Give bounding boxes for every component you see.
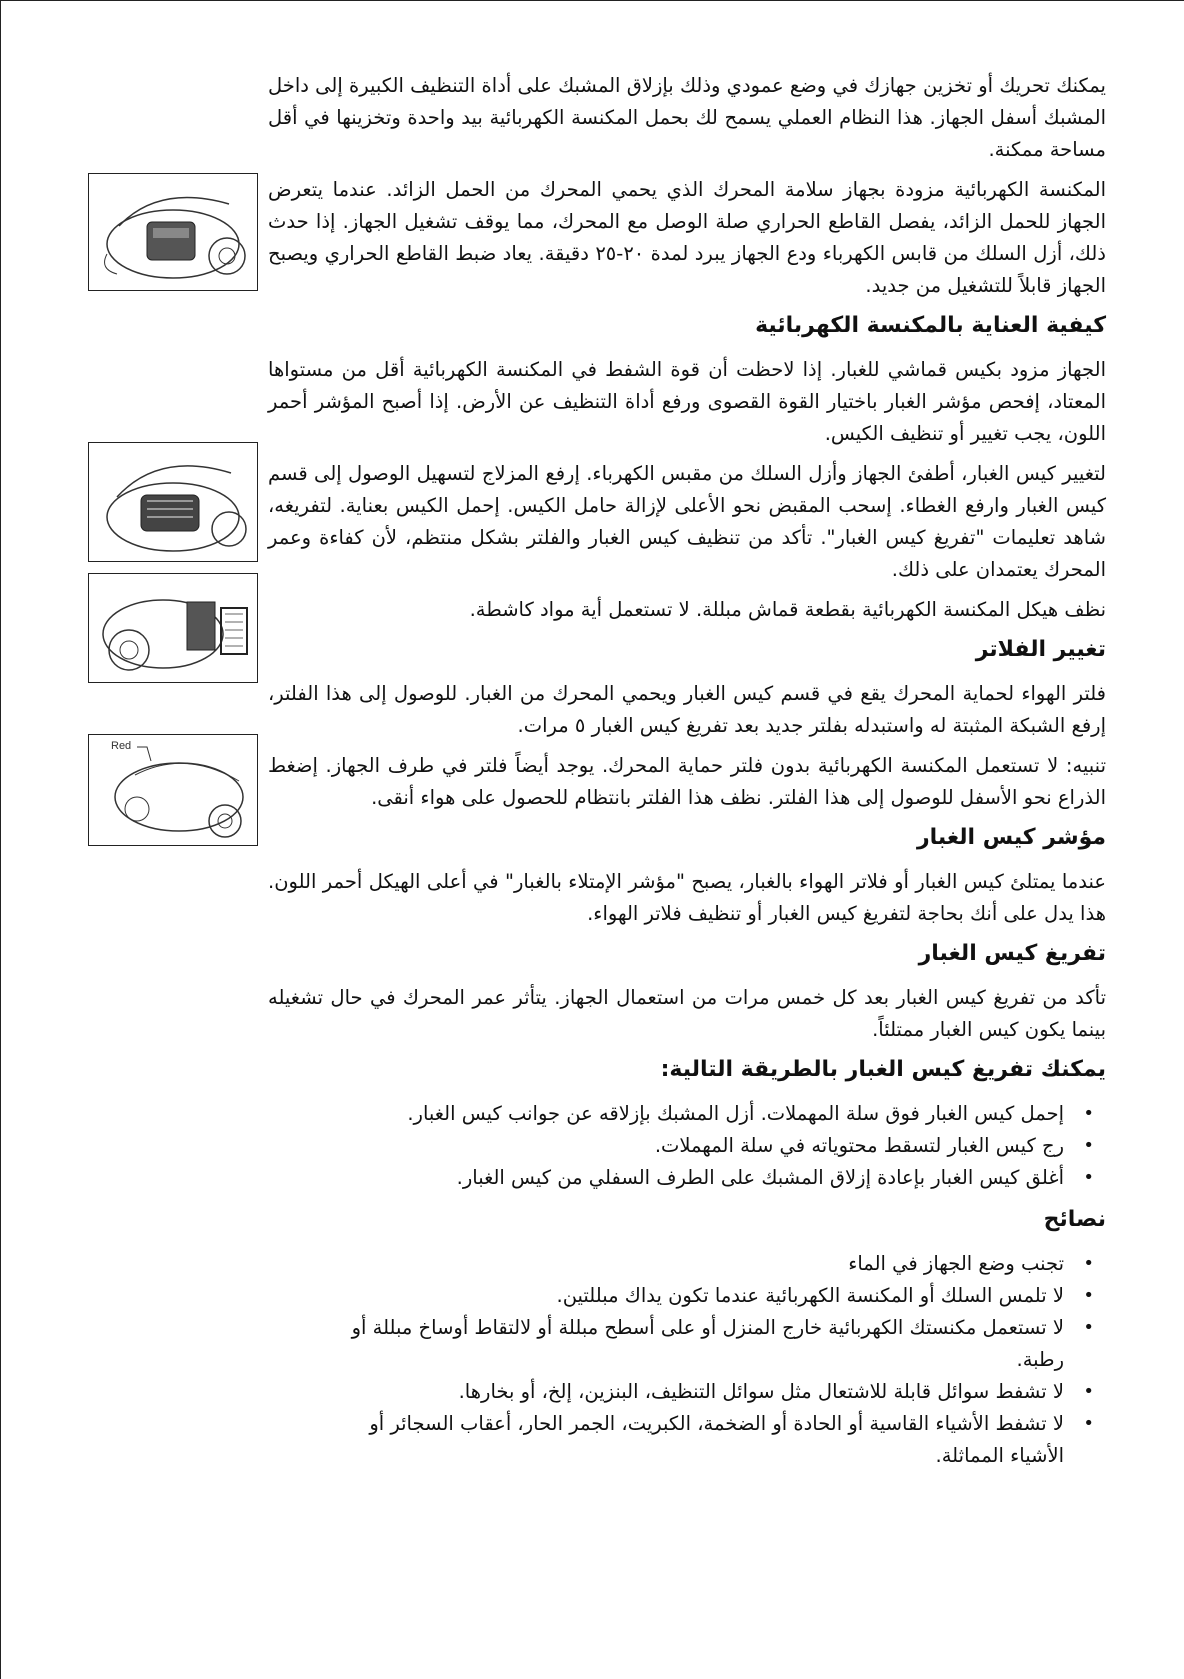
heading-care: كيفية العناية بالمكنسة الكهربائية bbox=[755, 313, 1106, 338]
list-item: • لا تشفط سوائل قابلة للاشتعال مثل سوائل التنظيف، البنزين، إلخ، أو بخارها. bbox=[343, 1376, 1064, 1408]
list-item: • رج كيس الغبار لتسقط محتوياته في سلة المهملات. bbox=[268, 1130, 1064, 1162]
tips-list bbox=[343, 1248, 1106, 1472]
page-border-left bbox=[0, 0, 1, 1679]
care-paragraph-3: نظف هيكل المكنسة الكهربائية بقطعة قماش مبللة. لا تستعمل أية مواد كاشطة. bbox=[469, 598, 1106, 621]
heading-empty-method: يمكنك تفريغ كيس الغبار بالطريقة التالية: bbox=[660, 1057, 1106, 1082]
heading-dust-indicator: مؤشر كيس الغبار bbox=[916, 825, 1106, 850]
list-item: • تجنب وضع الجهاز في الماء bbox=[343, 1248, 1064, 1280]
empty-bag-paragraph: تأكد من تفريغ كيس الغبار بعد كل خمس مرات من استعمال الجهاز. يتأثر عمر المحرك في حال تشغيله بينما يكون كيس الغبار ممتلئاً. bbox=[268, 986, 1106, 1041]
heading-empty-bag: تفريغ كيس الغبار bbox=[918, 941, 1106, 966]
list-item: • لا تستعمل مكنستك الكهربائية خارج المنزل أو على أسطح مبللة أو لالتقاط أوساخ مبللة أو رطبة. bbox=[343, 1312, 1064, 1376]
vacuum-side-icon bbox=[89, 735, 257, 845]
vacuum-open-lid-icon bbox=[89, 174, 257, 290]
indicator-paragraph: عندما يمتلئ كيس الغبار أو فلاتر الهواء بالغبار، يصبح "مؤشر الإمتلاء بالغبار" في أعلى الهيكل أحمر اللون. هذا يدل على أنك بحاجة لتفريغ كيس الغبار أو تنظيف فلاتر الهواء. bbox=[268, 870, 1106, 925]
filters-paragraph-1: فلتر الهواء لحماية المحرك يقع في قسم كيس الغبار ويحمي المحرك من الغبار. للوصول إلى هذا الفلتر، إرفع الشبكة المثبتة له واستبدله بفلتر جديد بعد تفريغ كيس الغبار ٥ مرات. bbox=[268, 682, 1106, 737]
filters-paragraph-2: تنبيه: لا تستعمل المكنسة الكهربائية بدون فلتر حماية المحرك. يوجد أيضاً فلتر في طرف الجهاز. إضغط الذراع نحو الأسفل للوصول إلى هذا الفلتر. نظف هذا الفلتر بانتظام للحصول على هواء أنقى. bbox=[268, 754, 1106, 809]
fig-label-red: Red bbox=[111, 740, 132, 752]
intro-paragraph-motor-safety: المكنسة الكهربائية مزودة بجهاز سلامة المحرك الذي يحمي المحرك من الحمل الزائد. عندما يتعرض الجهاز للحمل الزائد، يفصل القاطع الحراري صلة الوصل مع المحرك، مما يوقف تشغيل الجهاز. إذا حدث ذلك، أزل السلك من قابس الكهرباء ودع الجهاز يبرد لمدة ٢٠-٢٥ دقيقة. يعاد ضبط القاطع الحراري ويصبح الجهاز قابلاً للتشغيل من جديد. bbox=[268, 178, 1106, 297]
empty-method-list bbox=[268, 1098, 1106, 1194]
list-item: • لا تشفط الأشياء القاسية أو الحادة أو الضخمة، الكبريت، الجمر الحار، أعقاب السجائر أو الأشياء المماثلة. bbox=[343, 1408, 1064, 1472]
intro-paragraph-upright-storage: يمكنك تحريك أو تخزين جهازك في وضع عمودي وذلك بإزلاق المشبك على أداة التنظيف الكبيرة إلى داخل المشبك أسفل الجهاز. هذا النظام العملي يسمح لك بحمل المكنسة الكهربائية بيد واحدة وتخزينها في أقل مساحة ممكنة. bbox=[268, 74, 1106, 161]
vacuum-bag-icon bbox=[89, 443, 257, 561]
care-paragraph-1: الجهاز مزود بكيس قماشي للغبار. إذا لاحظت أن قوة الشفط في المكنسة الكهربائية أقل من مستواها المعتاد، إفحص مؤشر الغبار باختيار القوة القصوى ورفع أداة التنظيف عن الأرض. إذا أصبح المؤشر أحمر اللون، يجب تغيير أو تنظيف الكيس. bbox=[268, 358, 1106, 445]
vacuum-filter-icon bbox=[89, 574, 257, 682]
heading-tips: نصائح bbox=[1043, 1207, 1106, 1232]
care-paragraph-2: لتغيير كيس الغبار، أطفئ الجهاز وأزل السلك من مقبس الكهرباء. إرفع المزلاج لتسهيل الوصول إلى قسم كيس الغبار وارفع الغطاء. إسحب المقبض نحو الأعلى لإزالة حامل الكيس. إحمل الكيس بعناية. لتفريغه، شاهد تعليمات "تفريغ كيس الغبار". تأكد من تنظيف كيس الغبار والفلتر بشكل منتظم، لأن كفاءة وعمر المحرك يعتمدان على ذلك. bbox=[268, 462, 1106, 581]
vacuum-motor-illustration bbox=[88, 173, 258, 291]
list-item: • إحمل كيس الغبار فوق سلة المهملات. أزل المشبك بإزلاقه عن جوانب كيس الغبار. bbox=[268, 1098, 1064, 1130]
list-item: • أغلق كيس الغبار بإعادة إزلاق المشبك على الطرف السفلي من كيس الغبار. bbox=[268, 1162, 1064, 1194]
page-border-top bbox=[0, 0, 1184, 1]
vacuum-filter-illustration bbox=[88, 573, 258, 683]
list-item: • لا تلمس السلك أو المكنسة الكهربائية عندما تكون يداك مبللتين. bbox=[343, 1280, 1064, 1312]
heading-filters: تغيير الفلاتر bbox=[975, 637, 1106, 662]
manual-content bbox=[268, 70, 1106, 1482]
vacuum-bag-compartment-illustration bbox=[88, 442, 258, 562]
vacuum-indicator-illustration bbox=[88, 734, 258, 846]
